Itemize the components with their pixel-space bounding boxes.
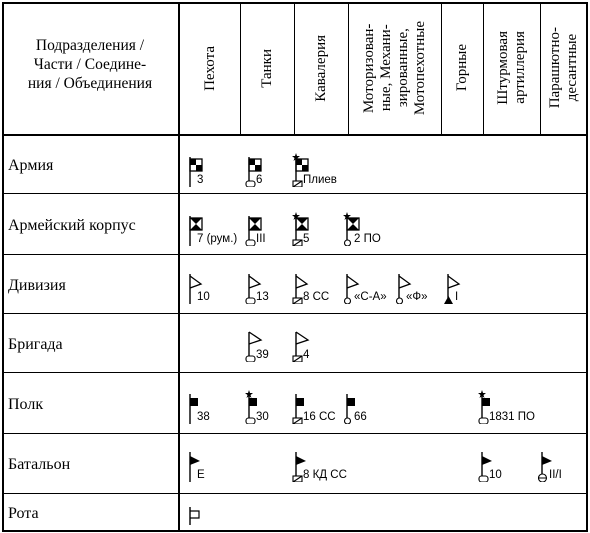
table-border-right [586, 2, 588, 532]
unit-label: 10 [489, 469, 502, 481]
unit-label: 8 КД СС [303, 469, 347, 481]
row-label-corps: Армейский корпус [8, 217, 136, 234]
unit-label: «С-А» [354, 291, 387, 303]
column-header-line: Горные [454, 44, 470, 92]
column-header-line: Танки [259, 48, 275, 88]
corner-header-line: Подразделения / [35, 37, 145, 54]
unit-label: 1831 ПО [489, 411, 535, 423]
unit-label: 38 [197, 411, 210, 423]
corner-header-line: Части / Соедине- [33, 56, 147, 73]
unit-label: 6 [256, 174, 263, 186]
row-divider [2, 193, 586, 194]
column-header-line: Пехота [201, 45, 218, 91]
column-header-infantry [180, 2, 240, 134]
corner-header-line: ния / Объединения [27, 75, 153, 92]
unit-label: 5 [303, 233, 310, 245]
column-header-line: Мотопехотные [412, 20, 428, 116]
column-header-motorized [349, 2, 441, 134]
unit-label: 7 (рум.) [197, 233, 238, 245]
row-divider [2, 313, 586, 314]
corner-header [4, 36, 176, 93]
unit-label: 3 [197, 174, 204, 186]
unit-label: 10 [197, 291, 210, 303]
column-header-cavalry [295, 2, 348, 134]
row-label-army: Армия [8, 157, 54, 174]
unit-label: II/I [549, 469, 562, 481]
column-header-line: артиллерия [512, 31, 528, 105]
row-label-battalion: Батальон [8, 456, 71, 473]
unit-label: 8 СС [303, 291, 330, 303]
row-divider [2, 254, 586, 255]
unit-label: 39 [256, 349, 269, 361]
row-label-division: Дивизия [8, 277, 66, 294]
column-header-line: зированные, [395, 28, 411, 108]
unit-label: 2 ПО [354, 233, 381, 245]
column-header-line: ные, Механи- [378, 24, 394, 112]
column-header-line: Моторизован- [361, 23, 377, 113]
unit-label: 13 [256, 291, 269, 303]
row-divider [2, 493, 586, 494]
row-label-company: Рота [8, 505, 39, 522]
column-header-line: Штурмовая [495, 31, 511, 105]
unit-label: E [197, 469, 205, 481]
unit-label: III [256, 233, 266, 245]
row-label-brigade: Бригада [8, 336, 63, 353]
unit-label: 30 [256, 411, 269, 423]
column-header-tanks [241, 2, 294, 134]
unit-label: Плиев [303, 174, 337, 186]
column-header-mountain [442, 2, 483, 134]
column-header-line: десантные [563, 34, 580, 102]
row-divider [2, 433, 586, 434]
row-label-regiment: Полк [8, 396, 44, 413]
table-border-bottom [2, 530, 586, 532]
row-divider [2, 372, 586, 373]
unit-label: 16 СС [303, 411, 336, 423]
column-header-line: Кавалерия [313, 34, 329, 102]
column-header-paratroopers [541, 2, 586, 134]
unit-symbol [186, 491, 208, 525]
column-header-assault-artillery [484, 2, 540, 134]
unit-label: 66 [354, 411, 367, 423]
unit-label: «Ф» [406, 291, 428, 303]
unit-label: I [455, 291, 459, 303]
unit-label: 4 [303, 349, 310, 361]
column-header-line: Парашютно- [546, 27, 563, 109]
flag-icon [186, 491, 208, 525]
